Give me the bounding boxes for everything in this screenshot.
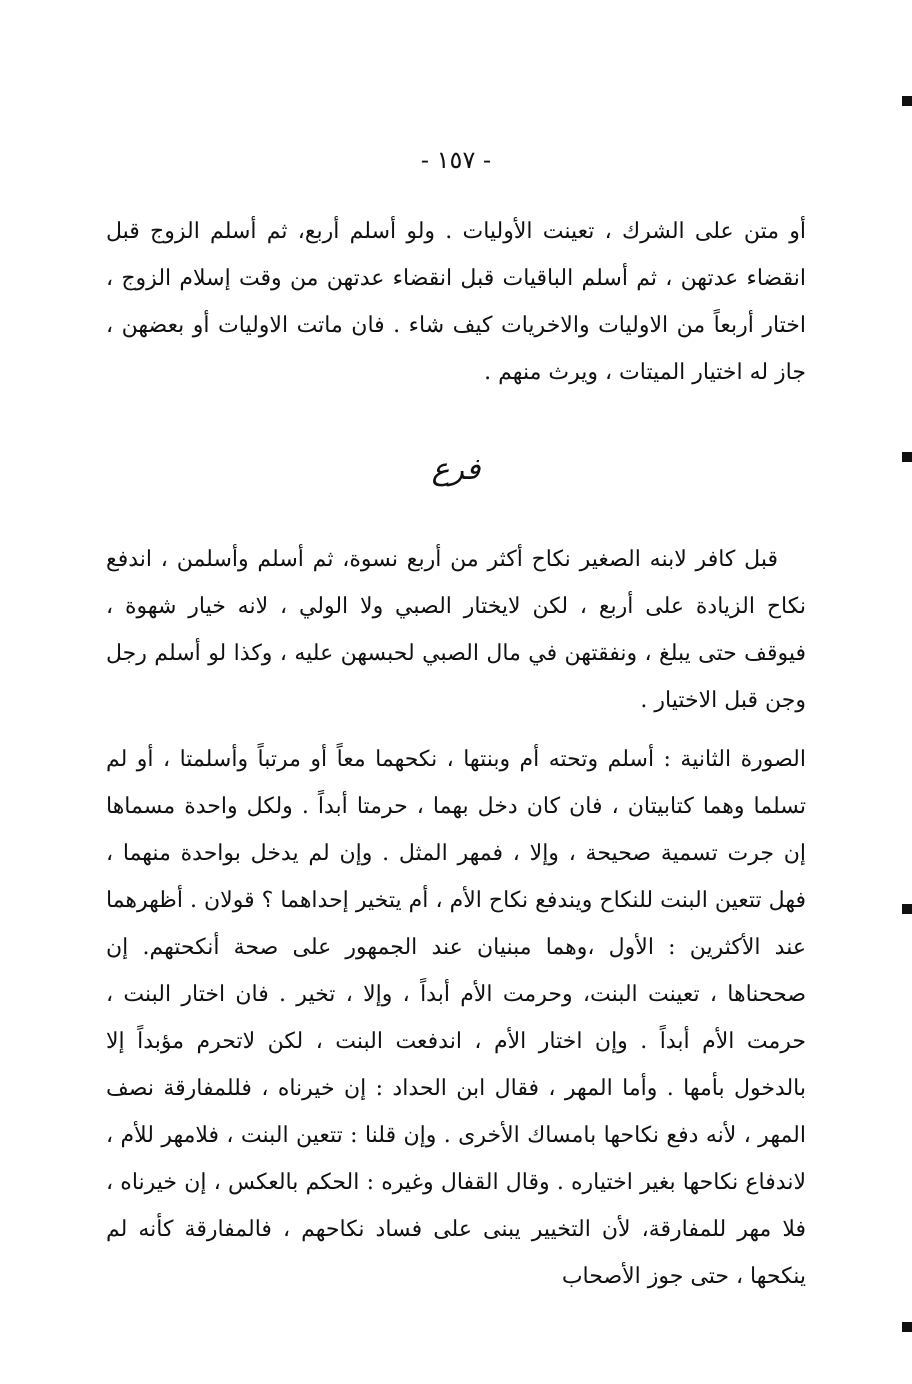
paragraph-branch [106,536,806,724]
paragraph-text: الصورة الثانية : أسلم وتحته أم وبنتها ، نكحهما معاً أو مرتباً وأسلمتا ، أو لم تسلما وهما كتابيتان ، فان كان دخل بهما ، حرمتا أبداً . ولكل واحدة مسماها إن جرت تسمية صحيحة ، وإلا ، فمهر المثل . وإن لم يدخل بواحدة منهما ، فهل تتعين البنت للنكاح ويندفع نكاح الأم ، أم يتخير إحداهما ؟ قولان . أظهرهما عند الأكثرين : الأول ،وهما مبنيان عند الجمهور على صحة أنكحتهم. إن صححناها ، تعينت البنت، وحرمت الأم أبداً ، وإلا ، تخير . فان اختار البنت ، حرمت الأم أبداً . وإن اختار الأم ، اندفعت البنت ، لكن لاتحرم مؤبداً إلا بالدخول بأمها . وأما المهر ، فقال ابن الحداد : إن خيرناه ، فللمفارقة نصف المهر ، لأنه دفع نكاحها بامساك الأخرى . وإن قلنا : تتعين البنت ، فلامهر للأم ، لاندفاع نكاحها بغير اختياره . وقال القفال وغيره : الحكم بالعكس ، إن خيرناه ، فلا مهر للمفارقة، لأن التخيير يبنى على فساد نكاحهم ، فالمفارقة كأنه لم ينكحها ، حتى جوز الأصحاب [106,747,806,1289]
page-number: - ١٥٧ - [420,146,492,174]
edge-mark [902,904,912,914]
paragraph-text: أو متن على الشرك ، تعينت الأوليات . ولو أسلم أربع، ثم أسلم الزوج قبل انقضاء عدتهن ، ثم أسلم الباقيات قبل انقضاء عدتهن من وقت إسلام الزوج ، اختار أربعاً من الاوليات والاخريات كيف شاء . فان ماتت الاوليات أو بعضهن ، جاز له اختيار الميتات ، ويرث منهم . [106,219,806,385]
paragraph-text: قبل كافر لابنه الصغير نكاح أكثر من أربع نسوة، ثم أسلم وأسلمن ، اندفع نكاح الزيادة على أربع ، لكن لايختار الصبي ولا الولي ، لانه خيار شهوة ، فيوقف حتى يبلغ ، ونفقتهن في مال الصبي لحبسهن عليه ، وكذا لو أسلم رجل وجن قبل الاختيار . [106,547,806,713]
paragraph-second-case [106,736,806,1300]
edge-mark [902,1322,912,1332]
section-heading: فرع [431,452,481,487]
edge-mark [902,96,912,106]
paragraph-top [106,208,806,396]
